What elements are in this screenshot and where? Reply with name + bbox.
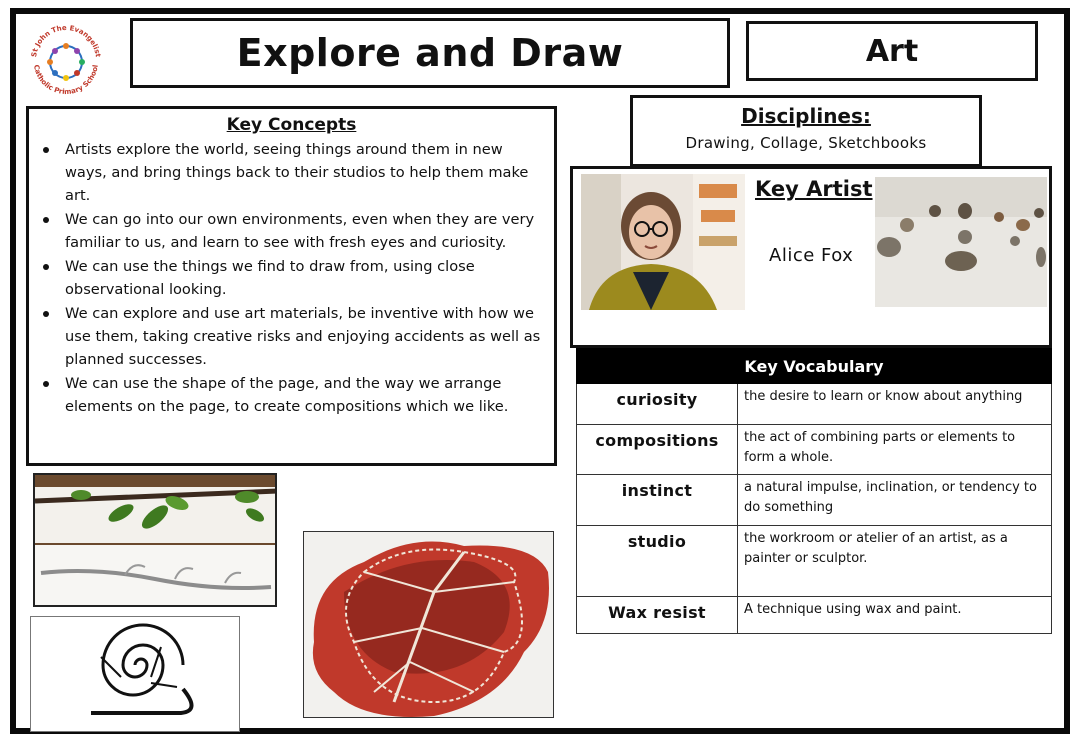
vocab-definition: a natural impulse, inclination, or tendency to do something (744, 480, 1037, 515)
vocab-row (576, 475, 1052, 526)
vocab-term: curiosity (577, 384, 738, 424)
artist-artwork-image (875, 177, 1047, 307)
wax-resist-leaf-image (303, 531, 554, 718)
artist-portrait-image (581, 174, 745, 310)
key-vocabulary-table (576, 348, 1052, 634)
vocab-definition: the act of combining parts or elements to form a whole. (744, 430, 1016, 465)
disciplines-panel (630, 95, 982, 167)
snail-drawing-image (30, 616, 240, 732)
vocab-term: compositions (577, 425, 738, 474)
vocab-term: Wax resist (577, 597, 738, 633)
key-artist-panel (570, 166, 1052, 348)
vocab-row (576, 384, 1052, 425)
subject-label: Art (746, 21, 1038, 81)
logo-text-bottom: Catholic Primary School (32, 64, 100, 97)
school-logo (26, 20, 106, 100)
disciplines-heading: Disciplines: (741, 104, 871, 128)
concept-item: We can use the shape of the page, and the way we arrange elements on the page, to create compositions which we like. (39, 372, 544, 418)
vocab-row (576, 597, 1052, 634)
svg-text:St John The Evangelist (30, 24, 102, 58)
vocab-definition: the workroom or atelier of an artist, as a painter or sculptor. (744, 531, 1008, 566)
concept-item: Artists explore the world, seeing things around them in new ways, and bring things back to their studios to help them make art. (39, 138, 544, 207)
artist-name: Alice Fox (769, 245, 854, 266)
vocab-row (576, 526, 1052, 597)
key-concepts-panel (26, 106, 557, 466)
key-concepts-list (39, 138, 544, 418)
disciplines-text: Drawing, Collage, Sketchbooks (685, 134, 927, 152)
key-concepts-heading: Key Concepts (226, 115, 357, 135)
concept-item: We can explore and use art materials, be inventive with how we use them, taking creative risks and enjoying accidents as well as planned successes. (39, 302, 544, 371)
vocab-row (576, 425, 1052, 475)
vocab-term: studio (577, 526, 738, 596)
vocab-definition: A technique using wax and paint. (744, 602, 962, 617)
logo-text-top: St John The Evangelist (30, 23, 102, 58)
key-vocabulary-heading: Key Vocabulary (576, 348, 1052, 384)
concept-item: We can use the things we find to draw from, using close observational looking. (39, 255, 544, 301)
concept-item: We can go into our own environments, even when they are very familiar to us, and learn to see with fresh eyes and curiosity. (39, 208, 544, 254)
branch-drawing-image (33, 473, 277, 607)
vocab-definition: the desire to learn or know about anything (744, 389, 1023, 404)
page-title: Explore and Draw (130, 18, 730, 88)
key-artist-heading: Key Artist (755, 177, 873, 201)
vocab-term: instinct (577, 475, 738, 525)
